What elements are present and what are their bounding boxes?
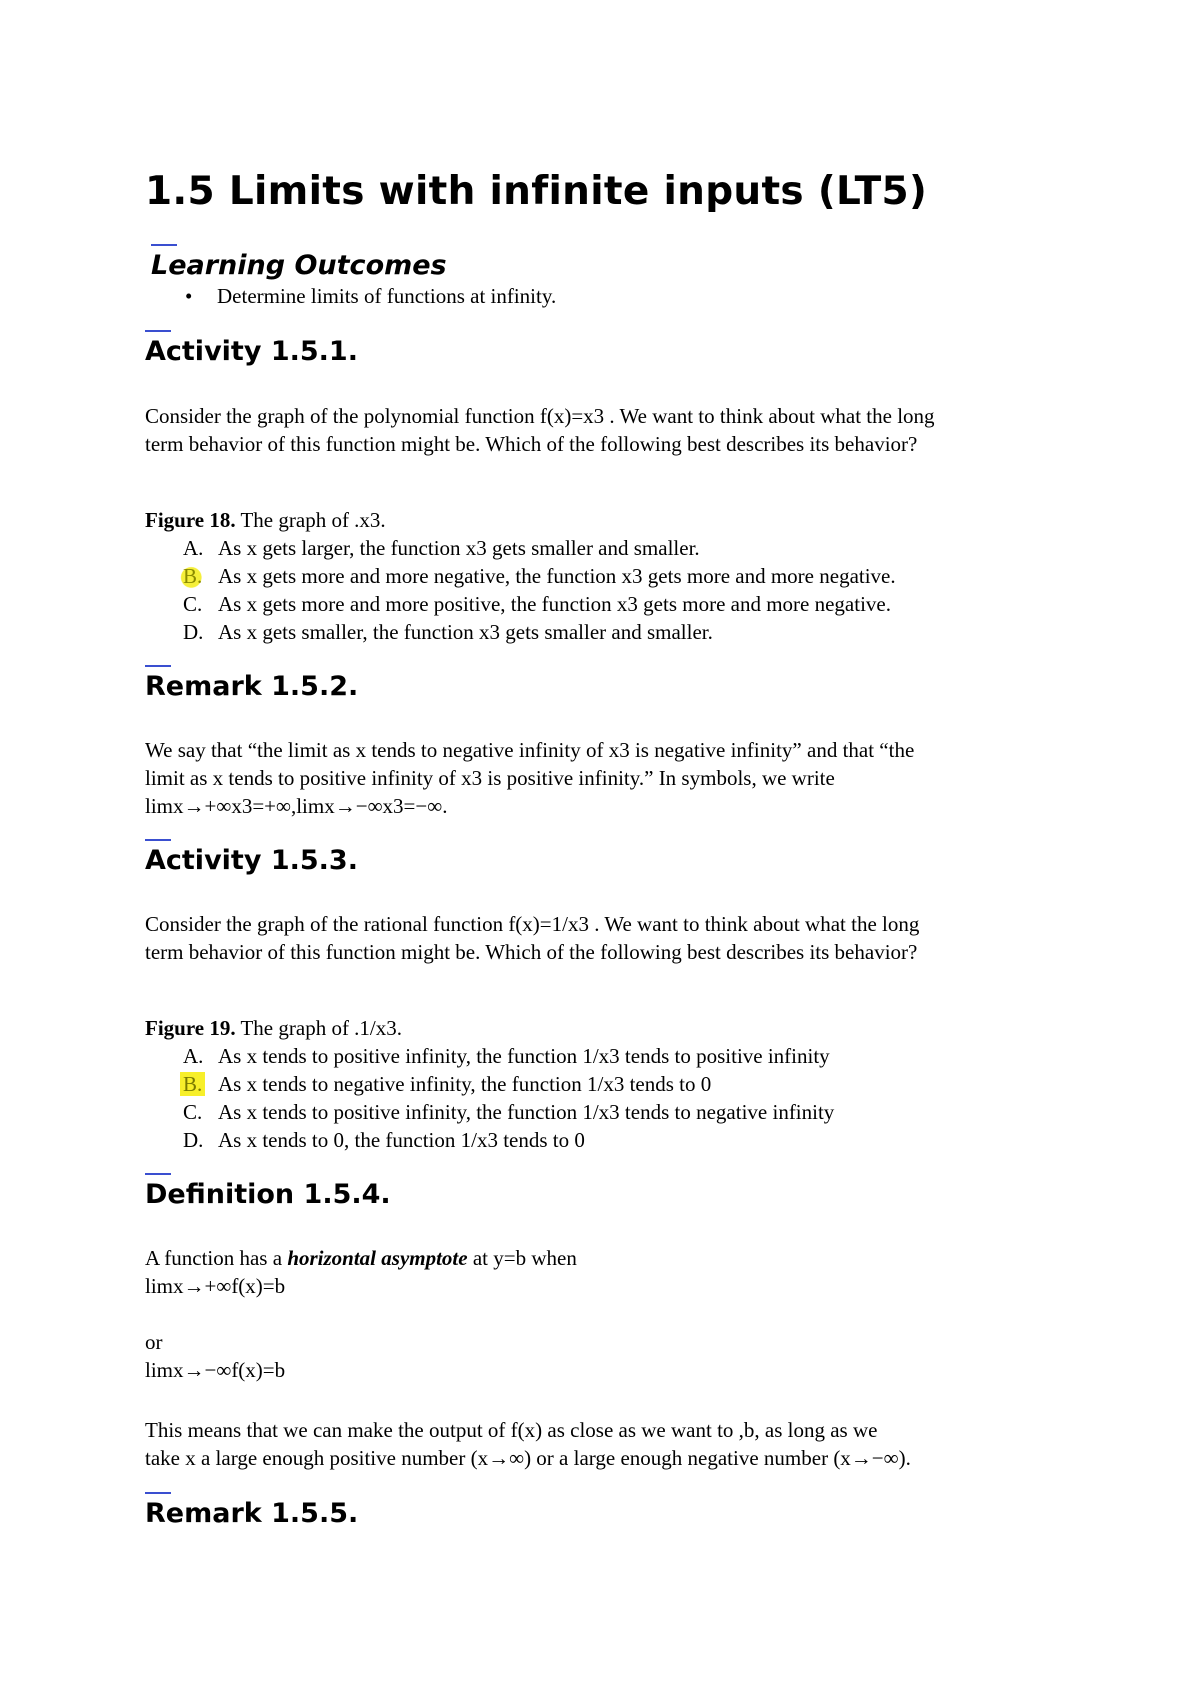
anchor-mark [145, 1173, 171, 1175]
figure-label: Figure 18. [145, 508, 236, 532]
highlight-mark: B. [180, 562, 205, 590]
activity-1-heading: Activity 1.5.1. [145, 336, 358, 367]
activity-3-choices [145, 1042, 834, 1154]
learning-outcomes-list [145, 282, 556, 310]
anchor-mark [145, 330, 171, 332]
text-run: A function has a [145, 1246, 288, 1270]
figure-label: Figure 19. [145, 1016, 236, 1040]
activity-1-paragraph [145, 402, 935, 458]
choice-letter: A. [183, 1044, 204, 1068]
choice-b [145, 1070, 834, 1098]
formula-line: limx→−∞f(x)=b [145, 1358, 286, 1382]
anchor-mark [145, 839, 171, 841]
figure-caption-text: The graph of .x3. [235, 508, 386, 532]
choice-text: As x gets larger, the function x3 gets smaller and smaller. [218, 536, 700, 560]
bullet-icon: • [185, 284, 193, 308]
paragraph-line: take x a large enough positive number (x→∞) or a large enough negative number (x→−∞). [145, 1446, 911, 1470]
definition-4-heading: Definition 1.5.4. [145, 1179, 391, 1210]
choice-letter: D. [183, 620, 204, 644]
defined-term: horizontal asymptote [287, 1246, 468, 1270]
choice-text: As x gets more and more negative, the function x3 gets more and more negative. [218, 564, 896, 588]
formula-line: limx→+∞f(x)=b [145, 1274, 286, 1298]
figure-18-caption [145, 506, 386, 534]
definition-4-paragraph [145, 1244, 577, 1300]
paragraph-line [145, 1244, 577, 1272]
choice-text: As x gets more and more positive, the function x3 gets more and more negative. [218, 592, 891, 616]
anchor-mark [145, 665, 171, 667]
text-run: at y=b when [467, 1246, 577, 1270]
paragraph-line: term behavior of this function might be. Which of the following best describes its behavior? [145, 940, 918, 964]
figure-19-caption [145, 1014, 402, 1042]
choice-letter: C. [183, 1100, 203, 1124]
choice-c [145, 1098, 834, 1126]
choice-a [145, 534, 896, 562]
choice-text: As x tends to negative infinity, the function 1/x3 tends to 0 [218, 1072, 712, 1096]
choice-letter-highlighted [183, 562, 205, 590]
learning-outcomes-heading: Learning Outcomes [151, 250, 447, 281]
paragraph-line: This means that we can make the output of f(x) as close as we want to ,b, as long as we [145, 1418, 878, 1442]
paragraph-line: We say that “the limit as x tends to negative infinity of x3 is negative infinity” and that “the [145, 738, 915, 762]
activity-3-paragraph [145, 910, 919, 966]
paragraph-line: Consider the graph of the rational function f(x)=1/x3 . We want to think about what the long [145, 912, 920, 936]
choice-letter: A. [183, 536, 204, 560]
paragraph-line: limit as x tends to positive infinity of x3 is positive infinity.” In symbols, we write [145, 766, 835, 790]
anchor-mark [145, 1492, 171, 1494]
activity-3-heading: Activity 1.5.3. [145, 845, 358, 876]
choice-a [145, 1042, 834, 1070]
choice-text: As x tends to positive infinity, the function 1/x3 tends to positive infinity [218, 1044, 830, 1068]
choice-b [145, 562, 896, 590]
choice-d [145, 1126, 834, 1154]
remark-2-paragraph [145, 736, 914, 820]
remark-5-heading: Remark 1.5.5. [145, 1498, 359, 1529]
choice-letter: D. [183, 1128, 204, 1152]
choice-d [145, 618, 896, 646]
highlight-mark: B. [180, 1072, 205, 1096]
remark-2-heading: Remark 1.5.2. [145, 671, 359, 702]
choice-text: As x tends to positive infinity, the function 1/x3 tends to negative infinity [218, 1100, 835, 1124]
choice-letter-highlighted [183, 1070, 205, 1098]
formula-line: limx→+∞x3=+∞,limx→−∞x3=−∞. [145, 794, 448, 818]
choice-text: As x gets smaller, the function x3 gets smaller and smaller. [218, 620, 713, 644]
anchor-mark [151, 244, 177, 246]
page-title: 1.5 Limits with infinite inputs (LT5) [145, 169, 928, 214]
activity-1-choices [145, 534, 896, 646]
definition-4-alternative [145, 1328, 285, 1384]
paragraph-line: term behavior of this function might be. Which of the following best describes its behavior? [145, 432, 918, 456]
outcome-text: Determine limits of functions at infinity. [217, 284, 557, 308]
choice-c [145, 590, 896, 618]
choice-letter: C. [183, 592, 203, 616]
choice-text: As x tends to 0, the function 1/x3 tends to 0 [218, 1128, 585, 1152]
definition-4-explanation [145, 1416, 911, 1472]
list-item [145, 282, 556, 310]
figure-caption-text: The graph of .1/x3. [235, 1016, 403, 1040]
paragraph-line: Consider the graph of the polynomial function f(x)=x3 . We want to think about what the long [145, 404, 935, 428]
or-text: or [145, 1330, 163, 1354]
